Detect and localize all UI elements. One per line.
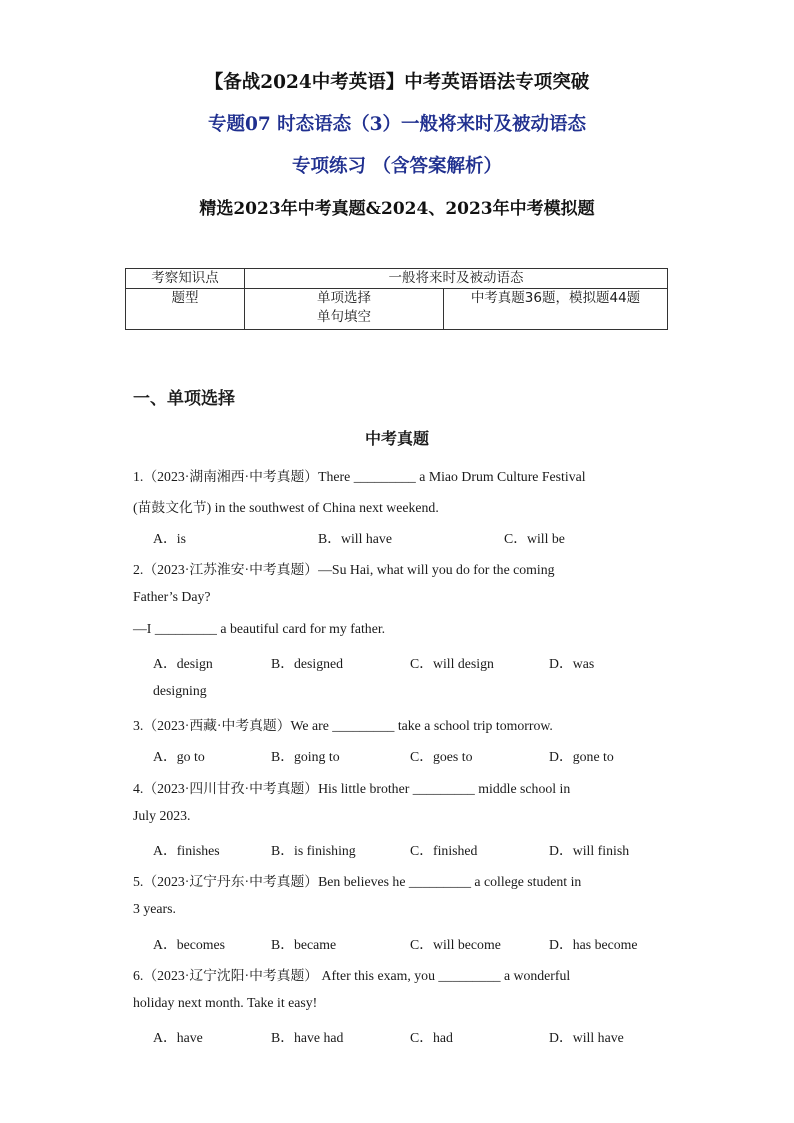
q2-option-b: B．designed — [271, 656, 344, 671]
knowledge-value: 一般将来时及被动语态 — [245, 269, 668, 289]
q6-option-c: C．had — [410, 1030, 453, 1045]
q6-option-a: A．have — [153, 1030, 203, 1045]
section-subheading: 中考真题 — [364, 429, 429, 448]
q1-stem: 1.（2023·湖南湘西·中考真题）There _________ a Miao Drum Culture Festival — [133, 469, 586, 484]
practice-title: 专项练习 （含答案解析） — [292, 156, 502, 177]
type-value — [245, 289, 444, 330]
q5-option-b: B．became — [271, 937, 337, 952]
type-mcq: 单项选择 — [317, 290, 371, 306]
q3-option-b: B．going to — [271, 749, 340, 764]
q6-stem: 6.（2023·辽宁沈阳·中考真题） After this exam, you _________ a wonderful — [133, 968, 571, 983]
q1-option-b: B．will have — [318, 531, 392, 546]
knowledge-label: 考察知识点 — [126, 269, 245, 289]
q1-stem-cont: (苗鼓文化节) in the southwest of China next weekend. — [133, 500, 439, 515]
q5-option-c: C．will become — [410, 937, 501, 952]
q4-option-d: D．will finish — [549, 843, 630, 858]
q5-stem: 5.（2023·辽宁丹东·中考真题）Ben believes he _________ a college student in — [133, 874, 582, 889]
q2-option-c: C．will design — [410, 656, 494, 671]
q2-option-d-cont: designing — [153, 683, 207, 698]
info-table — [125, 268, 668, 330]
q3-option-a: A．go to — [153, 749, 205, 764]
q6-option-d: D．will have — [549, 1030, 624, 1045]
source-title: 精选2023年中考真题&2024、2023年中考模拟题 — [199, 199, 595, 219]
q4-stem-cont: July 2023. — [133, 808, 191, 823]
info-row — [126, 289, 668, 330]
q2-option-d: D．was — [549, 656, 595, 671]
q4-option-b: B．is finishing — [271, 843, 356, 858]
question-count: 中考真题36题，模拟题44题 — [444, 289, 668, 330]
q2-stem-cont: Father’s Day? — [133, 589, 211, 604]
type-label: 题型 — [126, 289, 245, 330]
type-fill: 单句填空 — [317, 309, 371, 325]
q3-option-d: D．gone to — [549, 749, 614, 764]
q4-stem: 4.（2023·四川甘孜·中考真题）His little brother _________ middle school in — [133, 781, 571, 796]
doc-title: 【备战2024中考英语】中考英语语法专项突破 — [204, 72, 590, 93]
q6-option-b: B．have had — [271, 1030, 344, 1045]
q3-stem: 3.（2023·西藏·中考真题）We are _________ take a school trip tomorrow. — [133, 718, 553, 733]
info-row — [126, 269, 668, 289]
section-heading: 一、单项选择 — [133, 389, 235, 409]
q5-option-a: A．becomes — [153, 937, 226, 952]
q5-stem-cont: 3 years. — [133, 901, 176, 916]
q4-option-a: A．finishes — [153, 843, 220, 858]
q2-stem: 2.（2023·江苏淮安·中考真题）—Su Hai, what will you do for the coming — [133, 562, 555, 577]
q2-option-a: A．design — [153, 656, 213, 671]
q5-option-d: D．has become — [549, 937, 638, 952]
topic-title: 专题07 时态语态（3）一般将来时及被动语态 — [207, 114, 587, 135]
q3-option-c: C．goes to — [410, 749, 473, 764]
q4-option-c: C．finished — [410, 843, 478, 858]
q1-option-a: A．is — [153, 531, 186, 546]
q2-stem-reply: —I _________ a beautiful card for my father. — [133, 621, 386, 636]
q1-option-c: C．will be — [504, 531, 565, 546]
q6-stem-cont: holiday next month. Take it easy! — [133, 995, 318, 1010]
